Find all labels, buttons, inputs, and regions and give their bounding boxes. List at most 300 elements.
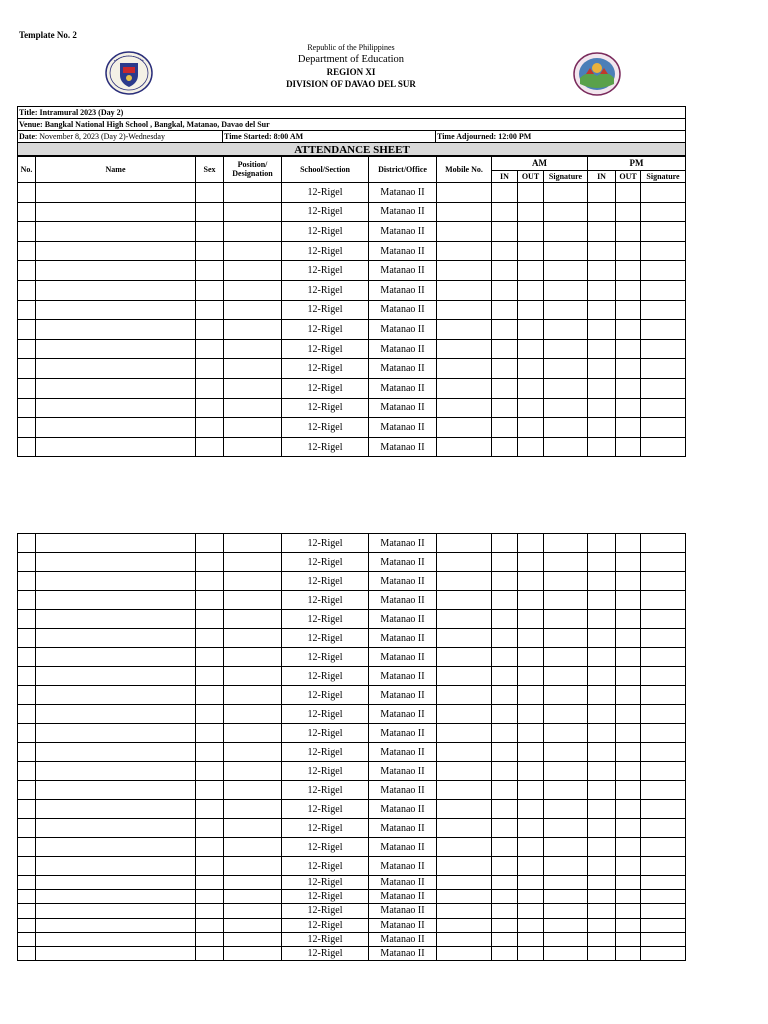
entry-cell[interactable]: [196, 280, 224, 300]
entry-cell[interactable]: [437, 359, 492, 379]
entry-cell[interactable]: [196, 261, 224, 281]
entry-cell[interactable]: [492, 762, 518, 781]
entry-cell[interactable]: [616, 743, 641, 762]
entry-cell[interactable]: [36, 705, 196, 724]
entry-cell[interactable]: [492, 437, 518, 457]
entry-cell[interactable]: [18, 261, 36, 281]
entry-cell[interactable]: [224, 202, 282, 222]
district-office-cell[interactable]: Matanao II: [369, 418, 437, 438]
entry-cell[interactable]: [641, 591, 686, 610]
entry-cell[interactable]: [18, 572, 36, 591]
district-office-cell[interactable]: Matanao II: [369, 667, 437, 686]
entry-cell[interactable]: [196, 838, 224, 857]
entry-cell[interactable]: [518, 359, 544, 379]
entry-cell[interactable]: [588, 918, 616, 932]
entry-cell[interactable]: [18, 781, 36, 800]
entry-cell[interactable]: [616, 946, 641, 960]
entry-cell[interactable]: [544, 261, 588, 281]
entry-cell[interactable]: [18, 762, 36, 781]
entry-cell[interactable]: [641, 918, 686, 932]
entry-cell[interactable]: [616, 686, 641, 705]
entry-cell[interactable]: [492, 705, 518, 724]
entry-cell[interactable]: [544, 629, 588, 648]
entry-cell[interactable]: [641, 300, 686, 320]
entry-cell[interactable]: [36, 610, 196, 629]
school-section-cell[interactable]: 12-Rigel: [282, 890, 369, 904]
entry-cell[interactable]: [492, 553, 518, 572]
entry-cell[interactable]: [437, 378, 492, 398]
entry-cell[interactable]: [641, 339, 686, 359]
entry-cell[interactable]: [36, 648, 196, 667]
entry-cell[interactable]: [437, 320, 492, 340]
entry-cell[interactable]: [588, 904, 616, 918]
entry-cell[interactable]: [224, 359, 282, 379]
entry-cell[interactable]: [196, 183, 224, 203]
entry-cell[interactable]: [641, 222, 686, 242]
school-section-cell[interactable]: 12-Rigel: [282, 857, 369, 876]
entry-cell[interactable]: [492, 686, 518, 705]
entry-cell[interactable]: [518, 280, 544, 300]
entry-cell[interactable]: [641, 724, 686, 743]
entry-cell[interactable]: [437, 222, 492, 242]
entry-cell[interactable]: [616, 202, 641, 222]
school-section-cell[interactable]: 12-Rigel: [282, 629, 369, 648]
entry-cell[interactable]: [641, 890, 686, 904]
entry-cell[interactable]: [544, 437, 588, 457]
entry-cell[interactable]: [437, 183, 492, 203]
entry-cell[interactable]: [224, 705, 282, 724]
entry-cell[interactable]: [437, 743, 492, 762]
entry-cell[interactable]: [544, 300, 588, 320]
entry-cell[interactable]: [36, 241, 196, 261]
entry-cell[interactable]: [588, 890, 616, 904]
entry-cell[interactable]: [616, 437, 641, 457]
entry-cell[interactable]: [518, 261, 544, 281]
entry-cell[interactable]: [518, 572, 544, 591]
entry-cell[interactable]: [196, 339, 224, 359]
entry-cell[interactable]: [518, 904, 544, 918]
entry-cell[interactable]: [36, 857, 196, 876]
entry-cell[interactable]: [641, 572, 686, 591]
school-section-cell[interactable]: 12-Rigel: [282, 398, 369, 418]
school-section-cell[interactable]: 12-Rigel: [282, 300, 369, 320]
entry-cell[interactable]: [196, 946, 224, 960]
entry-cell[interactable]: [641, 946, 686, 960]
entry-cell[interactable]: [196, 300, 224, 320]
entry-cell[interactable]: [224, 591, 282, 610]
entry-cell[interactable]: [588, 591, 616, 610]
district-office-cell[interactable]: Matanao II: [369, 280, 437, 300]
entry-cell[interactable]: [224, 890, 282, 904]
district-office-cell[interactable]: Matanao II: [369, 241, 437, 261]
entry-cell[interactable]: [36, 534, 196, 553]
entry-cell[interactable]: [18, 591, 36, 610]
entry-cell[interactable]: [18, 553, 36, 572]
entry-cell[interactable]: [518, 667, 544, 686]
entry-cell[interactable]: [437, 686, 492, 705]
entry-cell[interactable]: [544, 610, 588, 629]
entry-cell[interactable]: [224, 946, 282, 960]
entry-cell[interactable]: [518, 648, 544, 667]
entry-cell[interactable]: [18, 876, 36, 890]
entry-cell[interactable]: [224, 320, 282, 340]
entry-cell[interactable]: [224, 280, 282, 300]
school-section-cell[interactable]: 12-Rigel: [282, 222, 369, 242]
entry-cell[interactable]: [492, 591, 518, 610]
entry-cell[interactable]: [492, 359, 518, 379]
entry-cell[interactable]: [224, 300, 282, 320]
entry-cell[interactable]: [437, 418, 492, 438]
entry-cell[interactable]: [492, 339, 518, 359]
entry-cell[interactable]: [18, 437, 36, 457]
entry-cell[interactable]: [224, 534, 282, 553]
entry-cell[interactable]: [518, 202, 544, 222]
school-section-cell[interactable]: 12-Rigel: [282, 918, 369, 932]
school-section-cell[interactable]: 12-Rigel: [282, 610, 369, 629]
entry-cell[interactable]: [492, 222, 518, 242]
entry-cell[interactable]: [36, 800, 196, 819]
entry-cell[interactable]: [18, 339, 36, 359]
entry-cell[interactable]: [544, 743, 588, 762]
entry-cell[interactable]: [588, 724, 616, 743]
entry-cell[interactable]: [588, 572, 616, 591]
entry-cell[interactable]: [518, 534, 544, 553]
entry-cell[interactable]: [616, 183, 641, 203]
entry-cell[interactable]: [36, 183, 196, 203]
entry-cell[interactable]: [616, 629, 641, 648]
entry-cell[interactable]: [196, 359, 224, 379]
entry-cell[interactable]: [437, 762, 492, 781]
entry-cell[interactable]: [36, 553, 196, 572]
entry-cell[interactable]: [588, 743, 616, 762]
district-office-cell[interactable]: Matanao II: [369, 202, 437, 222]
entry-cell[interactable]: [196, 222, 224, 242]
entry-cell[interactable]: [18, 819, 36, 838]
entry-cell[interactable]: [196, 648, 224, 667]
entry-cell[interactable]: [36, 202, 196, 222]
entry-cell[interactable]: [544, 890, 588, 904]
entry-cell[interactable]: [641, 838, 686, 857]
entry-cell[interactable]: [518, 183, 544, 203]
entry-cell[interactable]: [544, 398, 588, 418]
entry-cell[interactable]: [437, 591, 492, 610]
entry-cell[interactable]: [36, 572, 196, 591]
entry-cell[interactable]: [544, 876, 588, 890]
school-section-cell[interactable]: 12-Rigel: [282, 339, 369, 359]
entry-cell[interactable]: [224, 819, 282, 838]
entry-cell[interactable]: [616, 418, 641, 438]
entry-cell[interactable]: [544, 857, 588, 876]
entry-cell[interactable]: [616, 591, 641, 610]
entry-cell[interactable]: [641, 876, 686, 890]
entry-cell[interactable]: [437, 781, 492, 800]
school-section-cell[interactable]: 12-Rigel: [282, 261, 369, 281]
entry-cell[interactable]: [588, 339, 616, 359]
entry-cell[interactable]: [18, 932, 36, 946]
entry-cell[interactable]: [588, 300, 616, 320]
entry-cell[interactable]: [36, 918, 196, 932]
entry-cell[interactable]: [492, 648, 518, 667]
entry-cell[interactable]: [437, 534, 492, 553]
entry-cell[interactable]: [588, 437, 616, 457]
school-section-cell[interactable]: 12-Rigel: [282, 781, 369, 800]
entry-cell[interactable]: [437, 339, 492, 359]
entry-cell[interactable]: [18, 300, 36, 320]
entry-cell[interactable]: [588, 534, 616, 553]
entry-cell[interactable]: [616, 667, 641, 686]
entry-cell[interactable]: [518, 610, 544, 629]
district-office-cell[interactable]: Matanao II: [369, 300, 437, 320]
district-office-cell[interactable]: Matanao II: [369, 781, 437, 800]
entry-cell[interactable]: [18, 838, 36, 857]
entry-cell[interactable]: [616, 857, 641, 876]
district-office-cell[interactable]: Matanao II: [369, 437, 437, 457]
entry-cell[interactable]: [437, 890, 492, 904]
entry-cell[interactable]: [588, 202, 616, 222]
entry-cell[interactable]: [18, 280, 36, 300]
entry-cell[interactable]: [616, 359, 641, 379]
entry-cell[interactable]: [616, 553, 641, 572]
district-office-cell[interactable]: Matanao II: [369, 800, 437, 819]
entry-cell[interactable]: [518, 762, 544, 781]
entry-cell[interactable]: [224, 667, 282, 686]
entry-cell[interactable]: [588, 686, 616, 705]
entry-cell[interactable]: [196, 819, 224, 838]
entry-cell[interactable]: [544, 686, 588, 705]
entry-cell[interactable]: [196, 724, 224, 743]
entry-cell[interactable]: [518, 724, 544, 743]
entry-cell[interactable]: [544, 667, 588, 686]
entry-cell[interactable]: [588, 781, 616, 800]
entry-cell[interactable]: [616, 904, 641, 918]
entry-cell[interactable]: [518, 437, 544, 457]
entry-cell[interactable]: [196, 398, 224, 418]
entry-cell[interactable]: [492, 946, 518, 960]
school-section-cell[interactable]: 12-Rigel: [282, 241, 369, 261]
entry-cell[interactable]: [518, 838, 544, 857]
entry-cell[interactable]: [544, 946, 588, 960]
entry-cell[interactable]: [518, 398, 544, 418]
entry-cell[interactable]: [196, 857, 224, 876]
district-office-cell[interactable]: Matanao II: [369, 629, 437, 648]
entry-cell[interactable]: [588, 418, 616, 438]
entry-cell[interactable]: [616, 838, 641, 857]
school-section-cell[interactable]: 12-Rigel: [282, 553, 369, 572]
entry-cell[interactable]: [641, 819, 686, 838]
entry-cell[interactable]: [544, 591, 588, 610]
entry-cell[interactable]: [588, 932, 616, 946]
entry-cell[interactable]: [36, 222, 196, 242]
district-office-cell[interactable]: Matanao II: [369, 705, 437, 724]
entry-cell[interactable]: [492, 398, 518, 418]
entry-cell[interactable]: [196, 743, 224, 762]
entry-cell[interactable]: [544, 572, 588, 591]
school-section-cell[interactable]: 12-Rigel: [282, 667, 369, 686]
entry-cell[interactable]: [588, 705, 616, 724]
entry-cell[interactable]: [196, 202, 224, 222]
entry-cell[interactable]: [518, 339, 544, 359]
entry-cell[interactable]: [616, 300, 641, 320]
entry-cell[interactable]: [437, 553, 492, 572]
entry-cell[interactable]: [437, 667, 492, 686]
entry-cell[interactable]: [196, 629, 224, 648]
entry-cell[interactable]: [224, 743, 282, 762]
school-section-cell[interactable]: 12-Rigel: [282, 320, 369, 340]
entry-cell[interactable]: [224, 398, 282, 418]
entry-cell[interactable]: [492, 781, 518, 800]
school-section-cell[interactable]: 12-Rigel: [282, 838, 369, 857]
entry-cell[interactable]: [641, 241, 686, 261]
entry-cell[interactable]: [641, 183, 686, 203]
entry-cell[interactable]: [616, 762, 641, 781]
school-section-cell[interactable]: 12-Rigel: [282, 591, 369, 610]
school-section-cell[interactable]: 12-Rigel: [282, 762, 369, 781]
entry-cell[interactable]: [437, 261, 492, 281]
entry-cell[interactable]: [616, 261, 641, 281]
entry-cell[interactable]: [18, 890, 36, 904]
entry-cell[interactable]: [437, 437, 492, 457]
district-office-cell[interactable]: Matanao II: [369, 339, 437, 359]
entry-cell[interactable]: [641, 904, 686, 918]
entry-cell[interactable]: [224, 838, 282, 857]
entry-cell[interactable]: [616, 705, 641, 724]
entry-cell[interactable]: [641, 610, 686, 629]
entry-cell[interactable]: [492, 890, 518, 904]
entry-cell[interactable]: [641, 534, 686, 553]
entry-cell[interactable]: [196, 762, 224, 781]
entry-cell[interactable]: [224, 686, 282, 705]
entry-cell[interactable]: [518, 946, 544, 960]
entry-cell[interactable]: [588, 320, 616, 340]
entry-cell[interactable]: [224, 904, 282, 918]
entry-cell[interactable]: [18, 320, 36, 340]
district-office-cell[interactable]: Matanao II: [369, 686, 437, 705]
entry-cell[interactable]: [544, 183, 588, 203]
entry-cell[interactable]: [18, 904, 36, 918]
entry-cell[interactable]: [18, 202, 36, 222]
entry-cell[interactable]: [588, 876, 616, 890]
entry-cell[interactable]: [641, 553, 686, 572]
entry-cell[interactable]: [196, 320, 224, 340]
entry-cell[interactable]: [616, 918, 641, 932]
entry-cell[interactable]: [588, 857, 616, 876]
entry-cell[interactable]: [544, 222, 588, 242]
entry-cell[interactable]: [18, 359, 36, 379]
district-office-cell[interactable]: Matanao II: [369, 648, 437, 667]
entry-cell[interactable]: [196, 932, 224, 946]
entry-cell[interactable]: [18, 705, 36, 724]
entry-cell[interactable]: [641, 320, 686, 340]
entry-cell[interactable]: [641, 686, 686, 705]
entry-cell[interactable]: [588, 819, 616, 838]
entry-cell[interactable]: [18, 222, 36, 242]
entry-cell[interactable]: [492, 202, 518, 222]
entry-cell[interactable]: [437, 904, 492, 918]
school-section-cell[interactable]: 12-Rigel: [282, 359, 369, 379]
entry-cell[interactable]: [544, 553, 588, 572]
entry-cell[interactable]: [437, 918, 492, 932]
entry-cell[interactable]: [196, 553, 224, 572]
entry-cell[interactable]: [616, 932, 641, 946]
entry-cell[interactable]: [641, 932, 686, 946]
entry-cell[interactable]: [518, 781, 544, 800]
entry-cell[interactable]: [18, 629, 36, 648]
entry-cell[interactable]: [588, 648, 616, 667]
district-office-cell[interactable]: Matanao II: [369, 743, 437, 762]
entry-cell[interactable]: [36, 743, 196, 762]
entry-cell[interactable]: [224, 800, 282, 819]
entry-cell[interactable]: [36, 320, 196, 340]
school-section-cell[interactable]: 12-Rigel: [282, 686, 369, 705]
entry-cell[interactable]: [641, 667, 686, 686]
entry-cell[interactable]: [616, 222, 641, 242]
school-section-cell[interactable]: 12-Rigel: [282, 743, 369, 762]
entry-cell[interactable]: [196, 418, 224, 438]
district-office-cell[interactable]: Matanao II: [369, 610, 437, 629]
entry-cell[interactable]: [224, 629, 282, 648]
entry-cell[interactable]: [518, 553, 544, 572]
entry-cell[interactable]: [544, 534, 588, 553]
school-section-cell[interactable]: 12-Rigel: [282, 534, 369, 553]
entry-cell[interactable]: [641, 648, 686, 667]
entry-cell[interactable]: [224, 610, 282, 629]
entry-cell[interactable]: [196, 591, 224, 610]
entry-cell[interactable]: [641, 202, 686, 222]
entry-cell[interactable]: [616, 241, 641, 261]
school-section-cell[interactable]: 12-Rigel: [282, 183, 369, 203]
entry-cell[interactable]: [224, 648, 282, 667]
entry-cell[interactable]: [492, 876, 518, 890]
entry-cell[interactable]: [36, 437, 196, 457]
entry-cell[interactable]: [437, 838, 492, 857]
school-section-cell[interactable]: 12-Rigel: [282, 819, 369, 838]
entry-cell[interactable]: [18, 800, 36, 819]
entry-cell[interactable]: [492, 800, 518, 819]
entry-cell[interactable]: [36, 838, 196, 857]
entry-cell[interactable]: [492, 534, 518, 553]
school-section-cell[interactable]: 12-Rigel: [282, 418, 369, 438]
entry-cell[interactable]: [224, 857, 282, 876]
entry-cell[interactable]: [18, 648, 36, 667]
school-section-cell[interactable]: 12-Rigel: [282, 946, 369, 960]
school-section-cell[interactable]: 12-Rigel: [282, 572, 369, 591]
entry-cell[interactable]: [437, 819, 492, 838]
entry-cell[interactable]: [224, 572, 282, 591]
entry-cell[interactable]: [224, 339, 282, 359]
school-section-cell[interactable]: 12-Rigel: [282, 932, 369, 946]
entry-cell[interactable]: [36, 359, 196, 379]
entry-cell[interactable]: [616, 724, 641, 743]
district-office-cell[interactable]: Matanao II: [369, 932, 437, 946]
school-section-cell[interactable]: 12-Rigel: [282, 378, 369, 398]
entry-cell[interactable]: [616, 378, 641, 398]
entry-cell[interactable]: [588, 222, 616, 242]
entry-cell[interactable]: [544, 705, 588, 724]
entry-cell[interactable]: [224, 932, 282, 946]
entry-cell[interactable]: [544, 418, 588, 438]
district-office-cell[interactable]: Matanao II: [369, 819, 437, 838]
entry-cell[interactable]: [492, 320, 518, 340]
entry-cell[interactable]: [518, 222, 544, 242]
entry-cell[interactable]: [224, 876, 282, 890]
entry-cell[interactable]: [544, 339, 588, 359]
entry-cell[interactable]: [544, 918, 588, 932]
entry-cell[interactable]: [492, 819, 518, 838]
entry-cell[interactable]: [616, 339, 641, 359]
district-office-cell[interactable]: Matanao II: [369, 222, 437, 242]
entry-cell[interactable]: [36, 686, 196, 705]
entry-cell[interactable]: [437, 648, 492, 667]
